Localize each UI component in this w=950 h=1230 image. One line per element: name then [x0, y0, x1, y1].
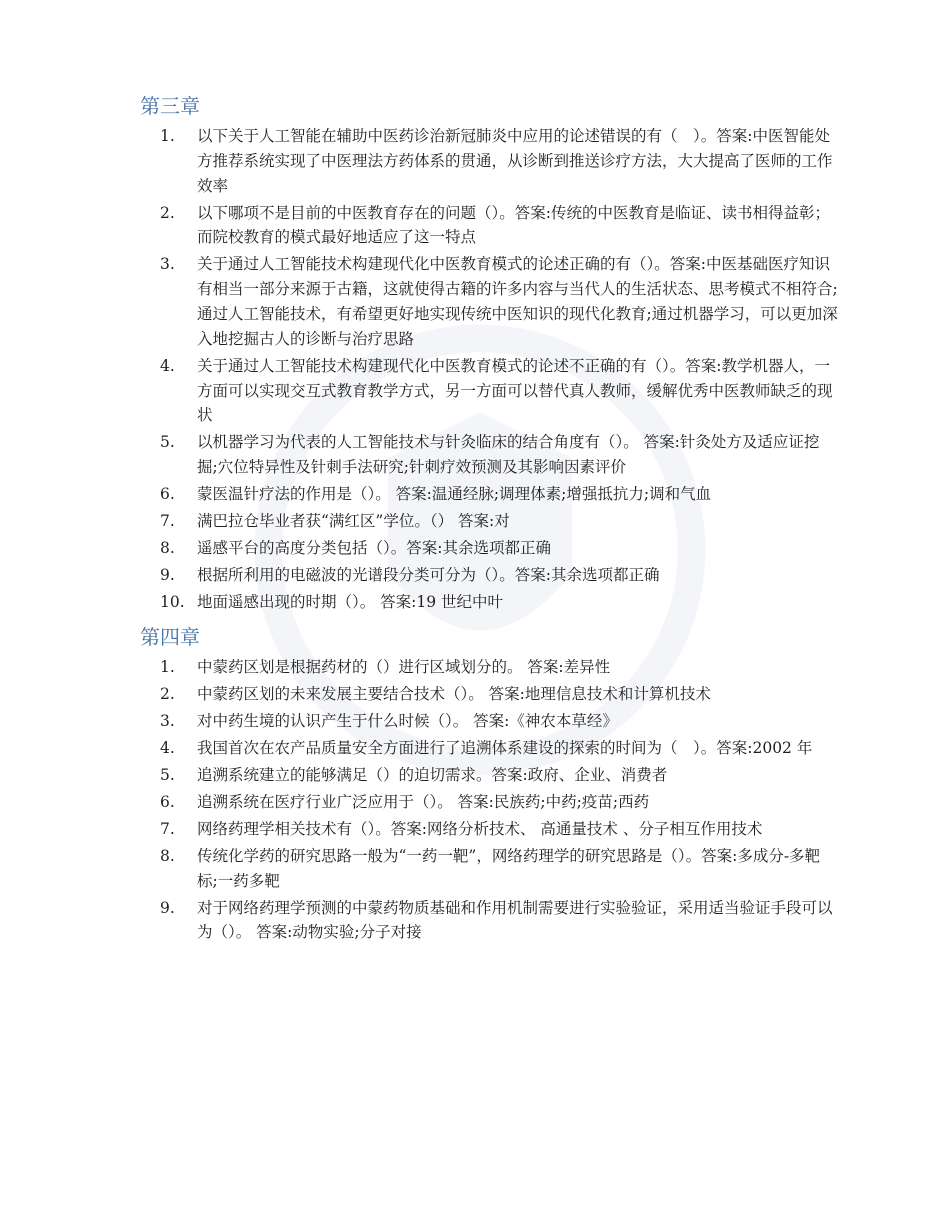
question-number: 2.	[160, 203, 175, 222]
question-number: 7.	[160, 512, 175, 531]
document-page	[140, 92, 840, 947]
question-number: 3.	[160, 255, 175, 274]
question-number: 3.	[160, 711, 175, 730]
question-item	[140, 736, 840, 761]
question-number: 4.	[160, 738, 175, 757]
question-text: 对中药生境的认识产生于什么时候（）。 答案:《神农本草经》	[197, 711, 618, 730]
question-text: 根据所利用的电磁波的光谱段分类可分为（）。答案:其余选项都正确	[197, 566, 660, 585]
question-text: 网络药理学相关技术有（）。答案:网络分析技术、 高通量技术 、分子相互作用技术	[197, 819, 763, 838]
question-item	[140, 430, 840, 480]
question-number: 9.	[160, 566, 175, 585]
question-text: 追溯系统在医疗行业广泛应用于（）。 答案:民族药;中药;疫苗;西药	[197, 792, 650, 811]
question-item	[140, 655, 840, 680]
question-item	[140, 896, 840, 946]
question-text: 以下哪项不是目前的中医教育存在的问题（）。答案:传统的中医教育是临证、读书相得益彰；而院校教育的模式最好地适应了这一特点	[197, 203, 830, 247]
question-item	[140, 709, 840, 734]
question-item	[140, 252, 840, 351]
question-item	[140, 124, 840, 198]
question-text: 地面遥感出现的时期（）。 答案:19 世纪中叶	[197, 593, 504, 612]
question-number: 1.	[160, 657, 175, 676]
question-number: 6.	[160, 792, 175, 811]
question-number: 9.	[160, 898, 175, 917]
question-item	[140, 201, 840, 251]
question-item	[140, 509, 840, 534]
question-number: 6.	[160, 485, 175, 504]
question-item	[140, 817, 840, 842]
chapter-3-question-list	[140, 124, 840, 615]
question-item	[140, 682, 840, 707]
question-text: 中蒙药区划是根据药材的（）进行区域划分的。 答案:差异性	[197, 657, 611, 676]
question-number: 5.	[160, 765, 175, 784]
question-number: 1.	[160, 127, 175, 145]
question-number: 8.	[160, 846, 175, 865]
question-number: 7.	[160, 819, 175, 838]
question-item	[140, 844, 840, 894]
question-text: 中蒙药区划的未来发展主要结合技术（）。 答案:地理信息技术和计算机技术	[197, 684, 711, 703]
question-text: 对于网络药理学预测的中蒙药物质基础和作用机制需要进行实验验证，采用适当验证手段可以为（）。 答案:动物实验;分子对接	[197, 898, 833, 942]
question-item	[140, 763, 840, 788]
question-text: 关于通过人工智能技术构建现代化中医教育模式的论述不正确的有（）。答案:教学机器人，一方面可以实现交互式教育教学方式，另一方面可以替代真人教师，缓解优秀中医教师缺乏的现状	[197, 356, 833, 425]
question-text: 以下关于人工智能在辅助中医药诊治新冠肺炎中应用的论述错误的有（ ）。答案:中医智能处方推荐系统实现了中医理法方药体系的贯通，从诊断到推送诊疗方法，大大提高了医师的工作效率	[197, 127, 833, 195]
question-text: 关于通过人工智能技术构建现代化中医教育模式的论述正确的有（）。答案:中医基础医疗知识有相当一部分来源于古籍，这就使得古籍的许多内容与当代人的生活状态、思考模式不相符合;通过人工智能技术，有希望更好地实现传统中医知识的现代化教育;通过机器学习，可以更加深入地挖掘古人的诊断与治疗思路	[197, 255, 838, 348]
question-item	[140, 482, 840, 507]
question-number: 5.	[160, 433, 175, 452]
question-text: 传统化学药的研究思路一般为“一药一靶”，网络药理学的研究思路是（）。答案:多成分-多靶标;一药多靶	[197, 846, 821, 890]
question-item	[140, 563, 840, 588]
chapter-3-title: 第三章	[140, 94, 200, 118]
question-text: 满巴拉仓毕业者获“满红区”学位。（） 答案:对	[197, 512, 510, 531]
question-number: 8.	[160, 539, 175, 558]
question-item	[140, 590, 840, 615]
question-text: 蒙医温针疗法的作用是（）。 答案:温通经脉;调理体素;增强抵抗力;调和气血	[197, 485, 712, 504]
question-number: 4.	[160, 356, 175, 375]
question-item	[140, 790, 840, 815]
chapter-4-question-list	[140, 655, 840, 945]
question-number: 2.	[160, 684, 175, 703]
question-number: 10.	[160, 593, 185, 612]
question-text: 追溯系统建立的能够满足（）的迫切需求。答案:政府、企业、消费者	[197, 765, 668, 784]
chapter-4-title: 第四章	[140, 624, 200, 649]
question-item	[140, 536, 840, 561]
question-text: 我国首次在农产品质量安全方面进行了追溯体系建设的探索的时间为（ ）。答案:2002 年	[197, 738, 813, 757]
question-text: 遥感平台的高度分类包括（）。答案:其余选项都正确	[197, 539, 551, 558]
question-item	[140, 354, 840, 428]
question-text: 以机器学习为代表的人工智能技术与针灸临床的结合角度有（）。 答案:针灸处方及适应证挖掘;穴位特异性及针刺手法研究;针刺疗效预测及其影响因素评价	[197, 433, 820, 477]
